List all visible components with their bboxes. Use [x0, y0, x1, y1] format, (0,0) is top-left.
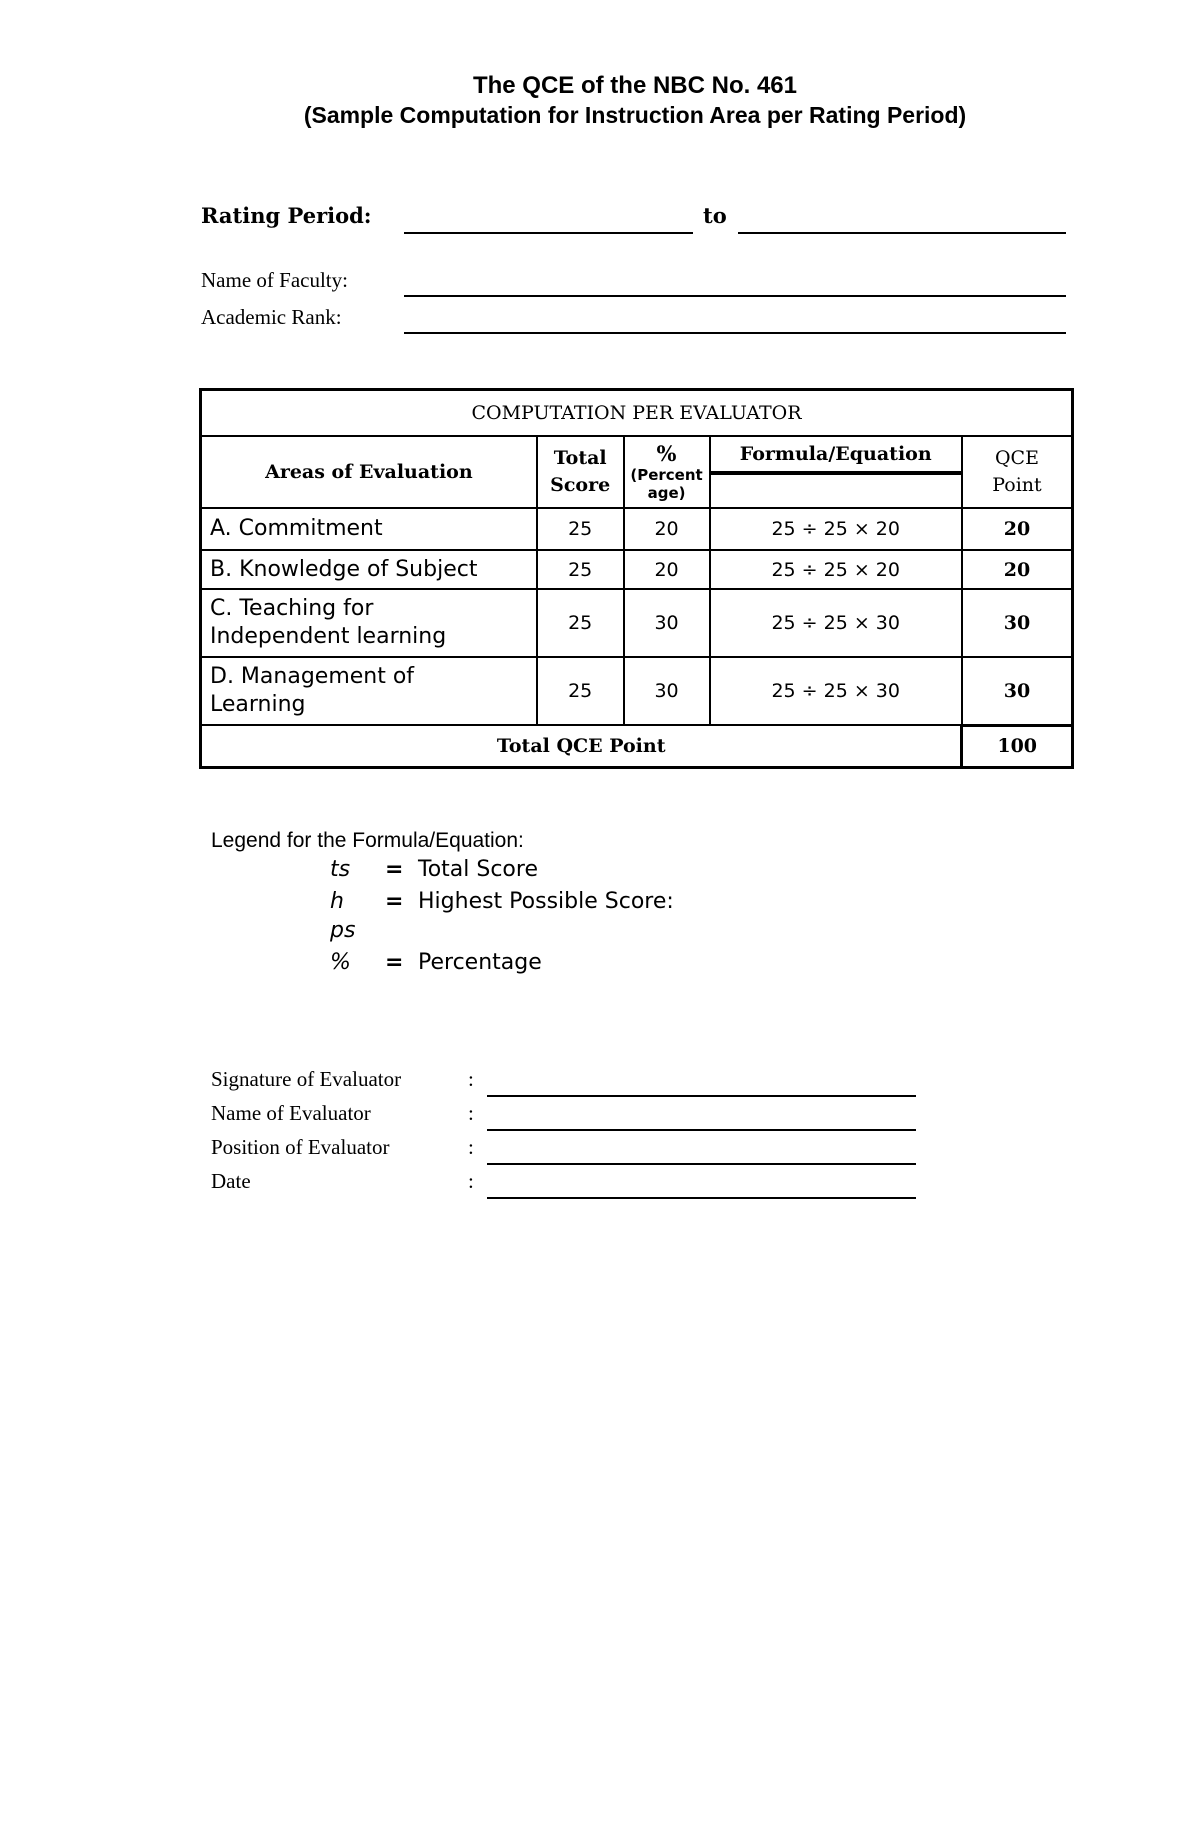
row-total-score: 25 — [537, 550, 624, 589]
table-title: COMPUTATION PER EVALUATOR — [201, 390, 1073, 437]
academic-rank-field[interactable] — [404, 332, 1066, 334]
row-area: C. Teaching for Independent learning — [201, 589, 537, 657]
header-total-score: Total Score — [537, 436, 624, 508]
faculty-name-field[interactable] — [404, 295, 1066, 297]
signature-label: Signature of Evaluator — [211, 1067, 402, 1091]
colon: : — [468, 1135, 474, 1159]
legend-equals: = — [385, 857, 404, 882]
total-qce-label: Total QCE Point — [201, 725, 962, 767]
row-area: D. Management of Learning — [201, 657, 537, 725]
legend-equals: = — [385, 950, 404, 975]
row-percentage: 30 — [624, 657, 710, 725]
total-row — [201, 725, 1073, 767]
colon: : — [468, 1169, 474, 1193]
header-percentage: % (Percent age) — [624, 436, 710, 508]
row-area: A. Commitment — [201, 508, 537, 550]
table-row — [201, 508, 1073, 550]
total-qce-value: 100 — [962, 725, 1073, 767]
header-qce-point: QCE Point — [962, 436, 1073, 508]
rating-period-to-label: to — [703, 203, 727, 228]
faculty-name-label: Name of Faculty: — [201, 268, 348, 292]
computation-table — [199, 388, 1074, 769]
page-subtitle: (Sample Computation for Instruction Area per Rating Period) — [303, 102, 967, 128]
legend-text: Highest Possible Score: — [418, 889, 674, 914]
row-percentage: 20 — [624, 508, 710, 550]
legend-symbol: % — [330, 950, 351, 975]
signature-field[interactable] — [487, 1095, 916, 1097]
legend-symbol: ts — [330, 857, 351, 882]
academic-rank-label: Academic Rank: — [201, 305, 342, 329]
rating-period-start-field[interactable] — [404, 232, 693, 234]
rating-period-label: Rating Period: — [201, 203, 372, 228]
row-qce-point: 30 — [962, 657, 1073, 725]
table-row — [201, 550, 1073, 589]
row-qce-point: 20 — [962, 508, 1073, 550]
evaluator-position-field[interactable] — [487, 1163, 916, 1165]
row-formula: 25 ÷ 25 × 30 — [710, 657, 962, 725]
row-percentage: 30 — [624, 589, 710, 657]
row-total-score: 25 — [537, 508, 624, 550]
row-qce-point: 20 — [962, 550, 1073, 589]
colon: : — [468, 1101, 474, 1125]
row-formula: 25 ÷ 25 × 20 — [710, 550, 962, 589]
evaluator-name-field[interactable] — [487, 1129, 916, 1131]
legend-text: Percentage — [418, 950, 542, 975]
row-total-score: 25 — [537, 657, 624, 725]
row-formula: 25 ÷ 25 × 30 — [710, 589, 962, 657]
legend-text: Total Score — [418, 857, 538, 882]
table-row — [201, 657, 1073, 725]
date-field[interactable] — [487, 1197, 916, 1199]
row-area: B. Knowledge of Subject — [201, 550, 537, 589]
row-total-score: 25 — [537, 589, 624, 657]
header-areas: Areas of Evaluation — [201, 436, 537, 508]
evaluator-name-label: Name of Evaluator — [211, 1101, 371, 1125]
evaluator-position-label: Position of Evaluator — [211, 1135, 390, 1159]
row-qce-point: 30 — [962, 589, 1073, 657]
header-formula: Formula/Equation — [710, 436, 962, 508]
row-formula: 25 ÷ 25 × 20 — [710, 508, 962, 550]
rating-period-end-field[interactable] — [738, 232, 1066, 234]
date-label: Date — [211, 1169, 251, 1193]
legend-symbol: h — [330, 889, 344, 914]
table-row — [201, 589, 1073, 657]
legend-symbol: ps — [330, 918, 356, 943]
row-percentage: 20 — [624, 550, 710, 589]
legend-equals: = — [385, 889, 404, 914]
page-title: The QCE of the NBC No. 461 — [472, 72, 798, 99]
colon: : — [468, 1067, 474, 1091]
legend-title: Legend for the Formula/Equation: — [211, 829, 524, 852]
